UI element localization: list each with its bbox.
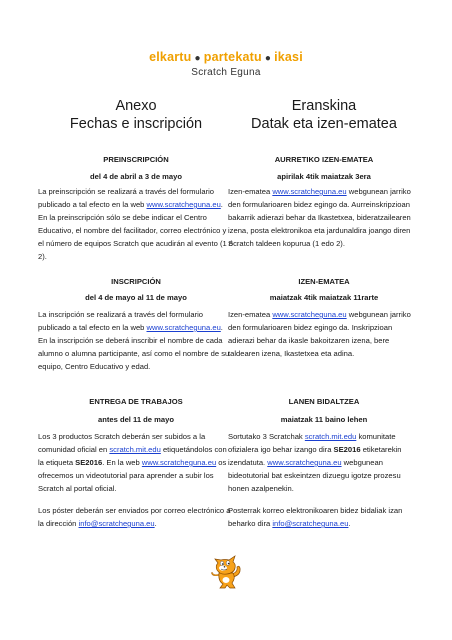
section-date-preinscripcion: del 4 de abril a 3 de mayo — [89, 172, 182, 181]
section-text-preinscripcion: La preinscripción se realizará a través del formulario publicado a tal efecto en la web www.scratcheguna.eu. En la preinscripción sólo se debe indicar el Centro Educativo, el nombre del facilitador, correo electrónico y el número de equipos Scratch que acudirán al evento (1 ó 2). — [38, 187, 234, 261]
section-title-inscripcion: INSCRIPCIÓN — [111, 277, 161, 286]
section-title-entrega: ENTREGA DE TRABAJOS — [89, 397, 183, 406]
event-logo — [0, 50, 452, 79]
section-date-inscripcion: del 4 de mayo al 11 de mayo — [85, 293, 187, 302]
section-text-aurretiko: Izen-ematea www.scratcheguna.eu webgunean jarriko den formularioaren bidez egingo da. Aurreinskripzioan bakarrik adierazi behar da Ikastetxea, bideratzailearen izena, posta elektronikoa eta jardunaldira joango diren Scratch taldeen kopurua (1 edo 2). — [228, 187, 411, 248]
basque-heading — [228, 97, 420, 133]
section-text-lanen-bidaltzea: Sortutako 3 Scratchak scratch.mit.edu komunitate ofizialera igo behar izango dira SE2016 etiketarekin izendatuta. www.scratcheguna.eu webgunean bideotutorial bat eskeintzen dizuegu igotze prozesu honen azalpenekin. — [228, 432, 402, 493]
logo-slogan — [0, 50, 452, 66]
logo-separator: ● — [194, 53, 201, 64]
section-date-lanen-bidaltzea: maiatzak 11 baino lehen — [280, 415, 368, 424]
section-title-aurretiko: AURRETIKO IZEN-EMATEA — [274, 155, 374, 164]
email-link[interactable]: info@scratcheguna.eu — [272, 519, 349, 528]
tag-label: SE2016 — [333, 445, 361, 454]
section-title-izen-ematea: IZEN-EMATEA — [298, 277, 350, 286]
logo-word-ikasi: ikasi — [274, 50, 303, 64]
web-link[interactable]: www.scratcheguna.eu — [272, 187, 347, 196]
logo-separator: ● — [264, 53, 272, 64]
section-title-preinscripcion: PREINSCRIPCIÓN — [103, 155, 169, 164]
web-link[interactable]: www.scratcheguna.eu — [272, 310, 347, 319]
section-title-lanen-bidaltzea: LANEN BIDALTZEA — [288, 397, 360, 406]
scratch-cat-icon — [209, 553, 243, 589]
section-text-inscripcion: La inscripción se realizará a través del formulario publicado a tal efecto en la web www.scratcheguna.eu. En la inscripción se deberá inscribir el nombre de cada alumno o alumna participante, así como el nombre de su equipo, Centro Educativo y edad. — [38, 310, 230, 371]
web-link[interactable]: www.scratcheguna.eu — [146, 200, 221, 209]
tag-label: SE2016 — [75, 458, 103, 467]
web-link[interactable]: www.scratcheguna.eu — [141, 458, 217, 467]
spanish-heading — [38, 97, 234, 133]
email-link[interactable]: info@scratcheguna.eu — [78, 519, 155, 528]
section-text-entrega: Los 3 productos Scratch deberán ser subidos a la comunidad oficial en scratch.mit.edu etiquetándolos con la etiqueta SE2016. En la web www.scratcheguna.eu os ofrecemos un videotutorial para aprender a subir los Scratch al portal oficial. — [38, 432, 227, 493]
basque-column — [228, 97, 420, 528]
logo-word-elkartu: elkartu — [149, 50, 192, 64]
basque-heading-line1: Eranskina — [291, 98, 357, 114]
logo-word-partekatu: partekatu — [203, 50, 262, 64]
section-text-izen-ematea: Izen-ematea www.scratcheguna.eu webgunean jarriko den formularioaren bidez egingo da. Inskripzioan adierazi behar da ikasle bakoitzaren izena, bere taldearen izena, Ikastetxea eta adina. — [228, 310, 411, 358]
spanish-heading-line2: Fechas e inscripción — [69, 116, 203, 132]
section-date-entrega: antes del 11 de mayo — [98, 415, 174, 424]
scratch-link[interactable]: scratch.mit.edu — [304, 432, 357, 441]
basque-heading-line2: Datak eta izen-ematea — [251, 116, 397, 132]
spanish-column — [38, 97, 234, 528]
section-date-izen-ematea: maiatzak 4tik maiatzak 11rarte — [269, 293, 379, 302]
section-text-posterrak: Posterrak korreo elektronikoaren bidez bidaliak izan beharko dira info@scratcheguna.eu. — [228, 506, 403, 528]
spanish-heading-line1: Anexo — [115, 98, 157, 114]
section-date-aurretiko: apirilak 4tik maiatzak 3era — [277, 172, 371, 181]
web-link[interactable]: www.scratcheguna.eu — [267, 458, 342, 467]
scratch-link[interactable]: scratch.mit.edu — [109, 445, 161, 454]
logo-subtitle: Scratch Eguna — [191, 67, 261, 78]
web-link[interactable]: www.scratcheguna.eu — [146, 323, 221, 332]
section-text-poster: Los póster deberán ser enviados por correo electrónico a la dirección info@scratcheguna.eu. — [38, 506, 231, 528]
